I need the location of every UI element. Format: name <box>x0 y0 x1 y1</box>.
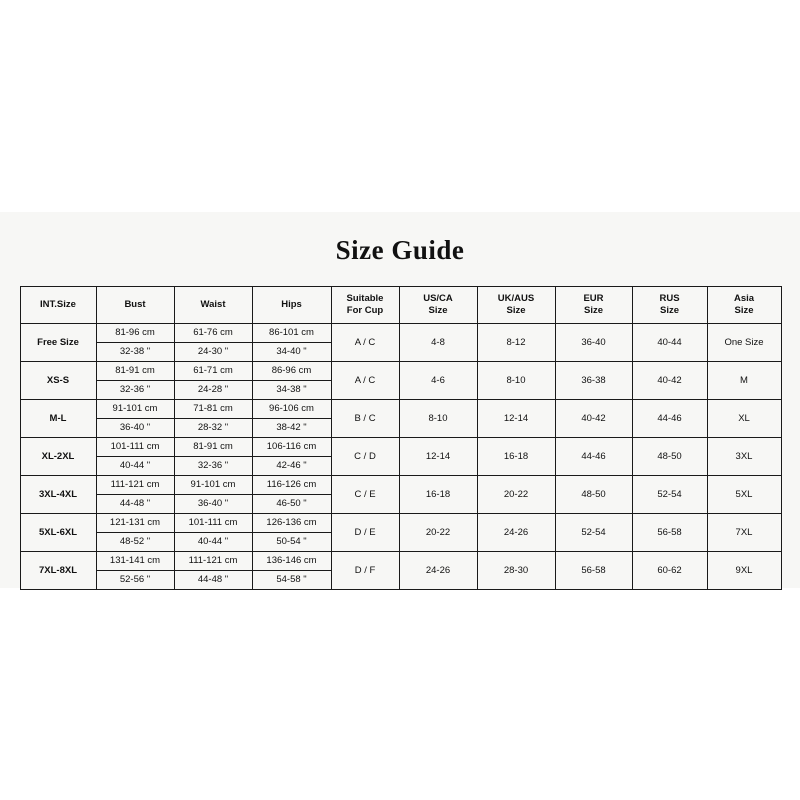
cell-rus: 48-50 <box>632 438 707 476</box>
cell-hips <box>252 324 331 362</box>
cell-waist <box>174 476 252 514</box>
cell-rus: 44-46 <box>632 400 707 438</box>
cell-hips <box>252 400 331 438</box>
cell-us-ca: 4-8 <box>399 324 477 362</box>
cell-waist-cm: 91-101 cm <box>175 476 252 495</box>
cell-hips <box>252 438 331 476</box>
cell-bust-in: 44-48 " <box>119 498 151 509</box>
cell-cup: B / C <box>331 400 399 438</box>
column-header-int-size-line1: INT.Size <box>40 299 76 310</box>
column-header-us-ca-line2: Size <box>428 305 448 316</box>
column-header-bust-line1: Bust <box>124 299 146 310</box>
cell-eur: 40-42 <box>555 400 632 438</box>
column-header-rus-line1: RUS <box>659 293 680 304</box>
cell-bust <box>96 324 174 362</box>
cell-eur: 36-38 <box>555 362 632 400</box>
cell-bust-in: 36-40 " <box>119 422 151 433</box>
table-row <box>20 400 781 438</box>
cell-rus: 52-54 <box>632 476 707 514</box>
cell-bust <box>96 514 174 552</box>
cell-hips <box>252 514 331 552</box>
cell-uk-aus: 16-18 <box>477 438 555 476</box>
page-title: Size Guide <box>335 235 465 265</box>
column-header-us-ca-size <box>399 287 477 324</box>
cell-bust <box>96 476 174 514</box>
size-guide-table-wrap <box>20 286 781 590</box>
cell-asia: 5XL <box>707 476 781 514</box>
cell-hips <box>252 362 331 400</box>
cell-hips-in: 46-50 " <box>276 498 307 509</box>
size-guide-content <box>0 212 800 588</box>
cell-waist <box>174 324 252 362</box>
cell-eur: 36-40 <box>555 324 632 362</box>
column-header-eur-line2: Size <box>583 305 603 316</box>
table-row <box>20 552 781 590</box>
cell-hips-in: 50-54 " <box>276 536 307 547</box>
cell-hips-cm: 116-126 cm <box>253 476 331 495</box>
cell-bust-cm: 91-101 cm <box>97 400 174 419</box>
cell-bust-cm: 81-91 cm <box>97 362 174 381</box>
cell-eur: 56-58 <box>555 552 632 590</box>
cell-hips-cm: 86-96 cm <box>253 362 331 381</box>
cell-asia: M <box>707 362 781 400</box>
cell-cup: D / E <box>331 514 399 552</box>
cell-asia: 3XL <box>707 438 781 476</box>
cell-bust <box>96 362 174 400</box>
column-header-suitable-for-cup <box>331 287 399 324</box>
cell-eur: 44-46 <box>555 438 632 476</box>
cell-int-size: 3XL-4XL <box>20 476 96 514</box>
cell-asia: XL <box>707 400 781 438</box>
cell-bust-cm: 81-96 cm <box>97 324 174 343</box>
cell-bust-in: 52-56 " <box>119 574 151 585</box>
cell-uk-aus: 8-12 <box>477 324 555 362</box>
cell-uk-aus: 8-10 <box>477 362 555 400</box>
cell-waist-in: 44-48 " <box>197 574 229 585</box>
cell-waist-in: 32-36 " <box>197 460 229 471</box>
cell-uk-aus: 20-22 <box>477 476 555 514</box>
cell-waist-cm: 111-121 cm <box>175 552 252 571</box>
column-header-cup-line2: For Cup <box>346 305 384 316</box>
cell-rus: 56-58 <box>632 514 707 552</box>
column-header-uk-aus-line1: UK/AUS <box>497 293 535 304</box>
cell-cup: A / C <box>331 324 399 362</box>
cell-int-size: Free Size <box>20 324 96 362</box>
cell-int-size: 5XL-6XL <box>20 514 96 552</box>
column-header-waist-line1: Waist <box>200 299 226 310</box>
column-header-uk-aus-line2: Size <box>506 305 526 316</box>
table-row <box>20 362 781 400</box>
cell-hips <box>252 552 331 590</box>
cell-int-size: M-L <box>20 400 96 438</box>
cell-cup: C / D <box>331 438 399 476</box>
column-header-us-ca-line1: US/CA <box>423 293 453 304</box>
cell-us-ca: 8-10 <box>399 400 477 438</box>
cell-waist-in: 28-32 " <box>197 422 229 433</box>
cell-waist-in: 40-44 " <box>197 536 229 547</box>
column-header-uk-aus-size <box>477 287 555 324</box>
cell-hips-in: 34-40 " <box>276 346 307 357</box>
table-row <box>20 514 781 552</box>
cell-hips <box>252 476 331 514</box>
cell-us-ca: 24-26 <box>399 552 477 590</box>
table-header-row <box>20 287 781 324</box>
cell-rus: 60-62 <box>632 552 707 590</box>
column-header-bust <box>96 287 174 324</box>
column-header-eur-size <box>555 287 632 324</box>
cell-waist-cm: 81-91 cm <box>175 438 252 457</box>
cell-hips-cm: 136-146 cm <box>253 552 331 571</box>
cell-bust-in: 40-44 " <box>119 460 151 471</box>
cell-eur: 52-54 <box>555 514 632 552</box>
cell-waist-in: 24-28 " <box>197 384 229 395</box>
cell-waist-cm: 101-111 cm <box>175 514 252 533</box>
cell-waist-cm: 61-76 cm <box>175 324 252 343</box>
cell-waist <box>174 400 252 438</box>
cell-cup: C / E <box>331 476 399 514</box>
cell-hips-in: 54-58 " <box>276 574 307 585</box>
cell-int-size: XL-2XL <box>20 438 96 476</box>
cell-hips-in: 38-42 " <box>276 422 307 433</box>
cell-bust-in: 32-38 " <box>119 346 151 357</box>
cell-hips-cm: 126-136 cm <box>253 514 331 533</box>
cell-uk-aus: 12-14 <box>477 400 555 438</box>
cell-eur: 48-50 <box>555 476 632 514</box>
cell-waist <box>174 514 252 552</box>
cell-asia: One Size <box>707 324 781 362</box>
cell-waist-in: 24-30 " <box>197 346 229 357</box>
cell-waist-cm: 71-81 cm <box>175 400 252 419</box>
column-header-asia-line1: Asia <box>733 293 755 304</box>
column-header-rus-size <box>632 287 707 324</box>
cell-waist <box>174 438 252 476</box>
cell-bust <box>96 552 174 590</box>
cell-bust <box>96 400 174 438</box>
column-header-asia-size <box>707 287 781 324</box>
cell-waist-cm: 61-71 cm <box>175 362 252 381</box>
cell-cup: D / F <box>331 552 399 590</box>
table-row <box>20 476 781 514</box>
cell-bust-cm: 121-131 cm <box>97 514 174 533</box>
cell-uk-aus: 24-26 <box>477 514 555 552</box>
cell-hips-in: 34-38 " <box>276 384 307 395</box>
cell-us-ca: 16-18 <box>399 476 477 514</box>
cell-bust-cm: 131-141 cm <box>97 552 174 571</box>
cell-hips-cm: 96-106 cm <box>253 400 331 419</box>
table-header <box>20 287 781 324</box>
cell-us-ca: 4-6 <box>399 362 477 400</box>
cell-hips-cm: 106-116 cm <box>253 438 331 457</box>
cell-us-ca: 20-22 <box>399 514 477 552</box>
column-header-eur-line1: EUR <box>583 293 604 304</box>
cell-waist <box>174 362 252 400</box>
table-row <box>20 324 781 362</box>
column-header-rus-line2: Size <box>659 305 679 316</box>
column-header-hips-line1: Hips <box>281 299 302 310</box>
cell-int-size: 7XL-8XL <box>20 552 96 590</box>
column-header-cup-line1: Suitable <box>346 293 384 304</box>
cell-int-size: XS-S <box>20 362 96 400</box>
table-body <box>20 324 781 590</box>
table-row <box>20 438 781 476</box>
cell-asia: 7XL <box>707 514 781 552</box>
cell-rus: 40-42 <box>632 362 707 400</box>
cell-rus: 40-44 <box>632 324 707 362</box>
cell-cup: A / C <box>331 362 399 400</box>
cell-hips-in: 42-46 " <box>276 460 307 471</box>
cell-bust-cm: 111-121 cm <box>97 476 174 495</box>
cell-waist-in: 36-40 " <box>197 498 229 509</box>
cell-waist <box>174 552 252 590</box>
cell-hips-cm: 86-101 cm <box>253 324 331 343</box>
column-header-int-size <box>20 287 96 324</box>
column-header-waist <box>174 287 252 324</box>
column-header-hips <box>252 287 331 324</box>
cell-bust <box>96 438 174 476</box>
size-guide-table <box>20 286 782 590</box>
cell-us-ca: 12-14 <box>399 438 477 476</box>
cell-asia: 9XL <box>707 552 781 590</box>
cell-bust-in: 32-36 " <box>119 384 151 395</box>
cell-uk-aus: 28-30 <box>477 552 555 590</box>
top-margin-band <box>0 0 800 212</box>
cell-bust-in: 48-52 " <box>119 536 151 547</box>
column-header-asia-line2: Size <box>734 305 754 316</box>
cell-bust-cm: 101-111 cm <box>97 438 174 457</box>
bottom-margin-band <box>0 588 800 800</box>
